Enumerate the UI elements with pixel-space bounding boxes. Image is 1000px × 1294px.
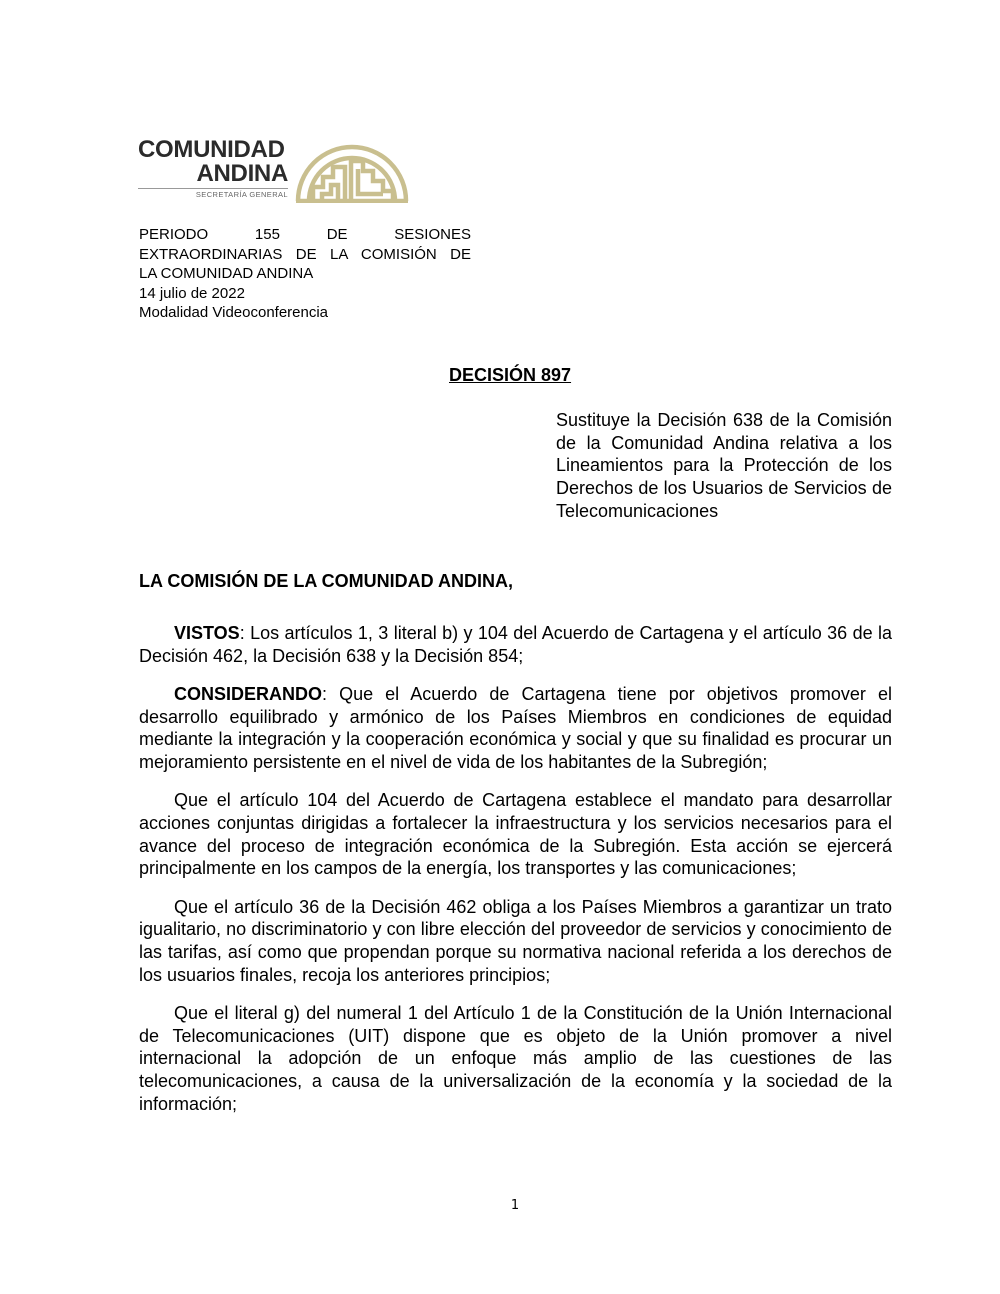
document-body	[139, 622, 892, 1131]
paragraph-considerando	[139, 683, 892, 774]
vistos-label: VISTOS	[174, 623, 240, 643]
comunidad-andina-logo	[138, 138, 413, 204]
considerando-label: CONSIDERANDO	[174, 683, 323, 704]
decision-title: DECISIÓN 897	[449, 365, 572, 385]
paragraph-5: Que el literal g) del numeral 1 del Artículo 1 de la Constitución de la Unión Internacional de Telecomunicaciones (UIT) dispone que es objeto de la Unión promover a nivel internacional la adopción de un enfoque más amplio de las cuestiones de las telecomunicaciones, a causa de la universalización de la economía y la sociedad de la información;	[139, 1002, 892, 1114]
paragraph-vistos	[139, 622, 892, 667]
commission-heading: LA COMISIÓN DE LA COMUNIDAD ANDINA,	[139, 571, 513, 591]
page-number: 1	[510, 1198, 520, 1213]
logo-line-2: ANDINA	[196, 160, 288, 187]
session-header	[139, 225, 471, 323]
vistos-text: : Los artículos 1, 3 literal b) y 104 del Acuerdo de Cartagena y el artículo 36 de la Decisión 462, la Decisión 638 y la Decisión 854;	[139, 623, 892, 666]
andean-stepped-arch-icon	[295, 139, 410, 203]
paragraph-4: Que el artículo 36 de la Decisión 462 obliga a los Países Miembros a garantizar un trato igualitario, no discriminatorio y con libre elección del proveedor de servicios y conocimiento de las tarifas, así como que propendan porque su normativa nacional referida a los derechos de los usuarios finales, recoja los anteriores principios;	[139, 896, 892, 985]
decision-summary: Sustituye la Decisión 638 de la Comisión de la Comunidad Andina relativa a los Lineamientos para la Protección de los Derechos de los Usuarios de Servicios de Telecomunicaciones	[556, 410, 892, 521]
logo-subtitle: SECRETARÍA GENERAL	[138, 188, 288, 199]
session-line-1: PERIODO 155 DE SESIONES	[139, 226, 471, 243]
logo-line-1: COMUNIDAD	[138, 136, 285, 163]
session-line-2: EXTRAORDINARIAS DE LA COMISIÓN DE	[139, 245, 471, 263]
session-mode: Modalidad Videoconferencia	[139, 304, 329, 322]
paragraph-3: Que el artículo 104 del Acuerdo de Cartagena establece el mandato para desarrollar acciones conjuntas dirigidas a fortalecer la infraestructura y los servicios necesarios para el avance del proceso de integración económica de la Subregión. Esta acción se ejercerá principalmente en los campos de la energía, los transportes y las comunicaciones;	[139, 790, 892, 879]
logo-wordmark	[138, 138, 288, 199]
session-line-3: LA COMUNIDAD ANDINA	[139, 265, 314, 283]
considerando-text: : Que el Acuerdo de Cartagena tiene por objetivos promover el desarrollo equilibrado y armónico de los Países Miembros en condiciones de equidad mediante la integración y la cooperación económica y social y que su finalidad es procurar un mejoramiento persistente en el nivel de vida de los habitantes de la Subregión;	[139, 683, 892, 773]
session-date: 14 julio de 2022	[139, 284, 245, 302]
